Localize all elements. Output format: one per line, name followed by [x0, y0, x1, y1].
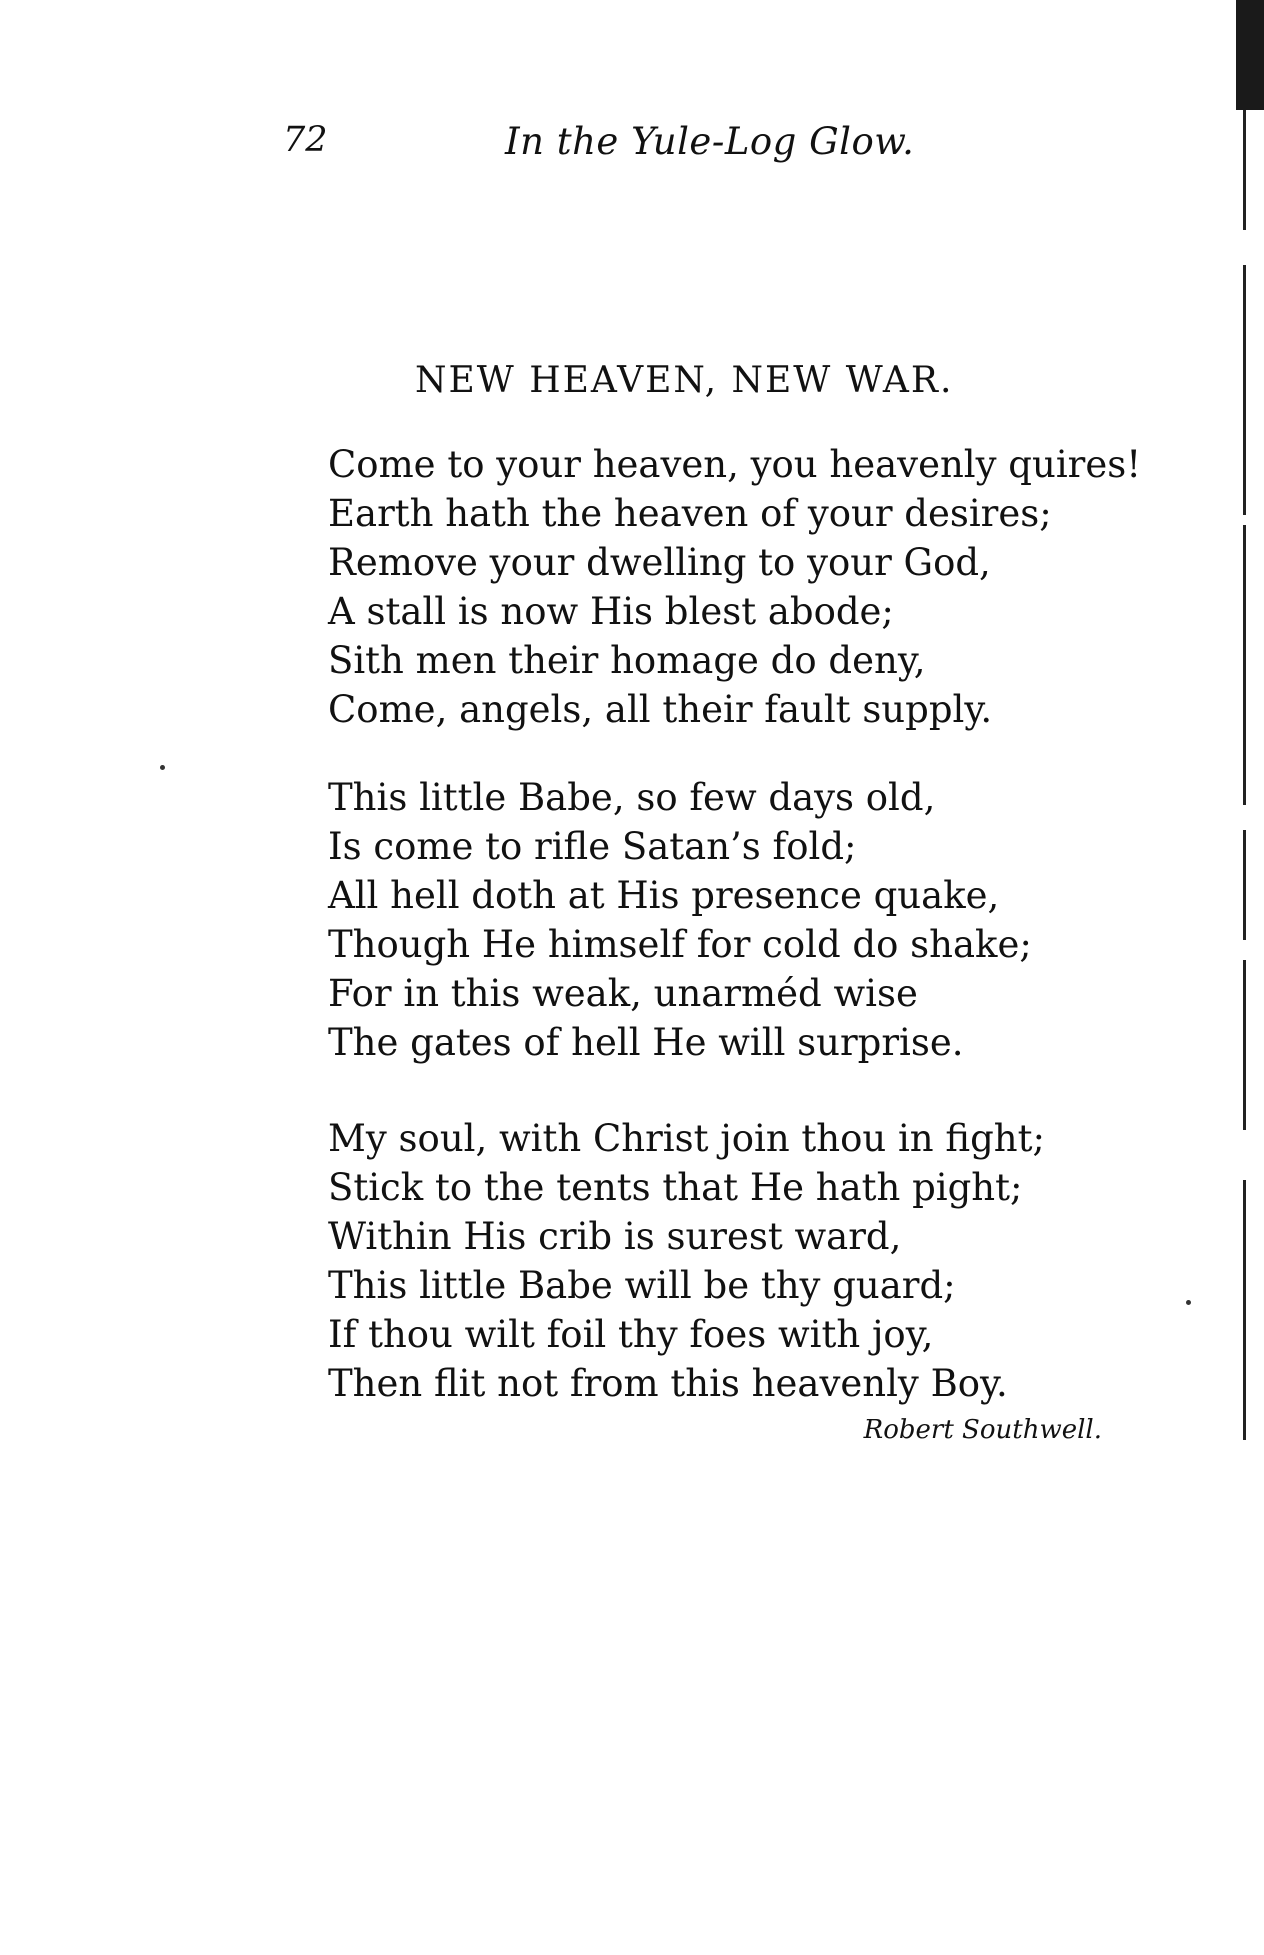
poem-line: For in this weak, unarméd wise: [328, 972, 918, 1015]
poem-title: NEW HEAVEN, NEW WAR.: [415, 360, 954, 401]
poem-author: Robert Southwell.: [863, 1415, 1102, 1445]
scan-edge-line: [1243, 265, 1246, 515]
poem-line: This little Babe will be thy guard;: [328, 1264, 956, 1307]
poem-line: If thou wilt foil thy foes with joy,: [328, 1313, 934, 1356]
scan-edge-line: [1243, 830, 1246, 940]
poem-line: Though He himself for cold do shake;: [328, 923, 1032, 966]
stanza: [328, 1114, 1128, 1408]
poem-line: My soul, with Christ join thou in fight;: [328, 1117, 1045, 1160]
scan-speck: [160, 765, 165, 770]
page-number: 72: [283, 120, 328, 160]
scan-edge-line: [1243, 960, 1246, 1130]
poem-line: Come, angels, all their fault supply.: [328, 688, 993, 731]
poem-line: Stick to the tents that He hath pight;: [328, 1166, 1023, 1209]
scan-speck: [1186, 1300, 1191, 1305]
scan-edge-line: [1243, 525, 1246, 805]
scan-edge-shadow: [1236, 0, 1264, 110]
poem-line: This little Babe, so few days old,: [328, 776, 936, 819]
poem-line: Then flit not from this heavenly Boy.: [328, 1362, 1008, 1405]
poem-line: Sith men their homage do deny,: [328, 639, 926, 682]
stanza: [328, 440, 1142, 734]
running-title: In the Yule-Log Glow.: [505, 120, 915, 163]
poem-line: Is come to rifle Satan’s fold;: [328, 825, 857, 868]
poem-line: All hell doth at His presence quake,: [328, 874, 1000, 917]
scan-edge-line: [1243, 110, 1246, 230]
poem-line: Remove your dwelling to your God,: [328, 541, 991, 584]
poem-line: A stall is now His blest abode;: [328, 590, 894, 633]
poem-line: The gates of hell He will surprise.: [328, 1021, 964, 1064]
stanza: [328, 773, 1128, 1067]
poem-line: Within His crib is surest ward,: [328, 1215, 902, 1258]
poem-line: Earth hath the heaven of your desires;: [328, 492, 1052, 535]
poem-line: Come to your heaven, you heavenly quires!: [328, 443, 1142, 486]
scan-edge-line: [1243, 1180, 1246, 1440]
